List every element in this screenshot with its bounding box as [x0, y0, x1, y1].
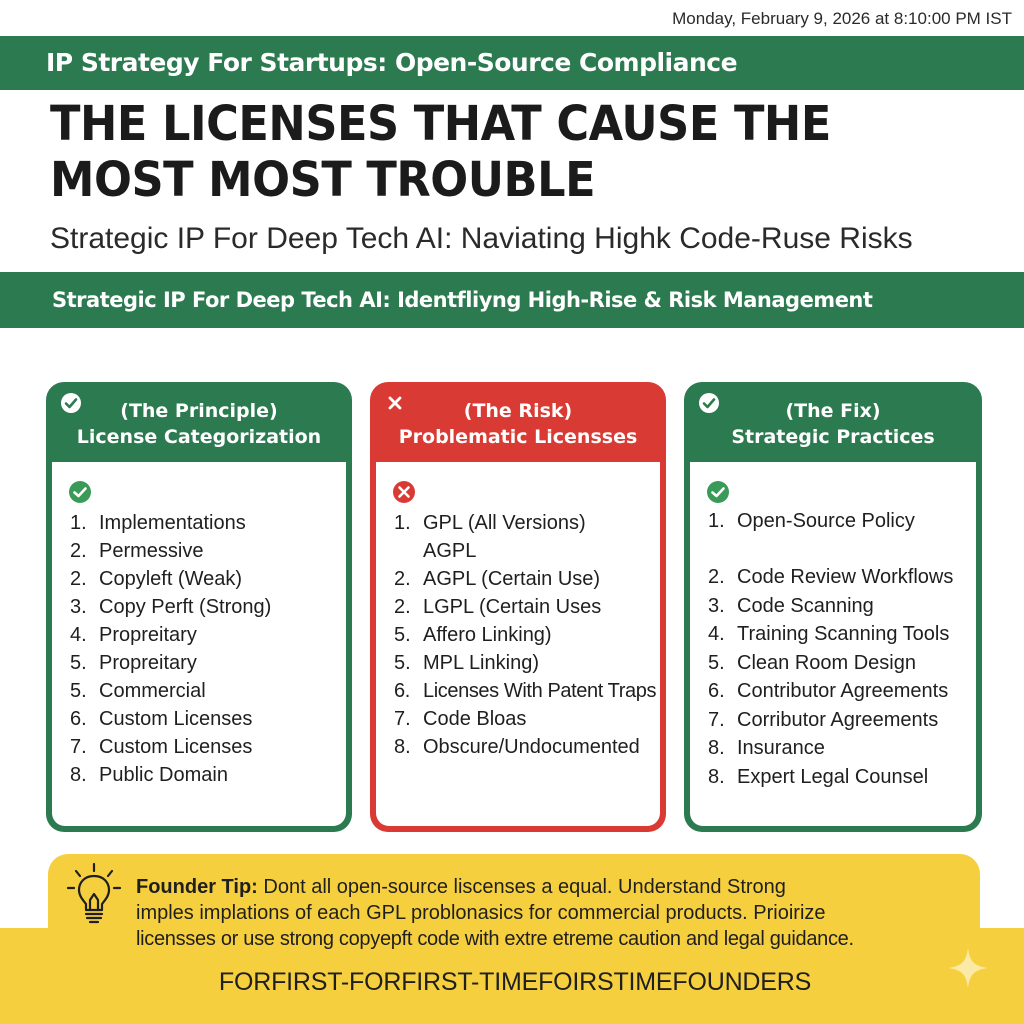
list-item: 6. Contributor Agreements [708, 680, 949, 702]
founder-tip-text: Founder Tip: Dont all open-source liscenses a equal. Understand Strong imples implations of each GPL problonasics for commercial products. Prioirize licensses or use strong copyepft code with extre etreme caution and legal guidance. [136, 876, 854, 950]
principle-card-body [52, 462, 346, 826]
founder-tip-label: Founder Tip: [136, 876, 258, 898]
subtitle: Strategic IP For Deep Tech AI: Naviating Highk Code-Ruse Risks [50, 222, 913, 255]
list-item: 8. Expert Legal Counsel [708, 766, 929, 788]
list-item: 1. Implementations [70, 512, 246, 534]
list-item: 2. LGPL (Certain Uses [394, 596, 602, 618]
list-item: 6. Custom Licenses [70, 708, 253, 730]
lightbulb-icon [64, 862, 124, 932]
list-item: 2. AGPL (Certain Use) [394, 568, 601, 590]
fix-card [684, 382, 982, 832]
list-item: 5. Commercial [70, 680, 206, 702]
headline [50, 96, 950, 208]
list-item: 5. MPL Linking) [394, 652, 539, 674]
fix-card-body [690, 462, 976, 826]
principle-card [46, 382, 352, 832]
check-circle-icon [706, 480, 730, 504]
list-item: 2. Permessive [70, 540, 204, 562]
risk-card-tag: (The Risk) [463, 400, 573, 422]
timestamp: Monday, February 9, 2026 at 8:10:00 PM IST [672, 9, 1012, 28]
section-banner: Strategic IP For Deep Tech AI: Identfliyng High-Rise & Risk Management [0, 272, 1024, 328]
list-item: 4. Propreitary [70, 624, 197, 646]
series-banner: IP Strategy For Startups: Open-Source Compliance [0, 36, 1024, 90]
fix-card-header [684, 382, 982, 462]
list-item: 3. Copy Perft (Strong) [70, 596, 272, 618]
list-item: AGPL [423, 540, 477, 562]
principle-card-tag: (The Principle) [120, 400, 278, 422]
fix-card-tag: (The Fix) [785, 400, 881, 422]
principle-card-title: License Categorization [76, 426, 322, 448]
fix-card-title: Strategic Practices [731, 426, 935, 448]
list-item: 8. Public Domain [70, 764, 228, 786]
footer-tagline: FORFIRST-FORFIRST-TIMEFOIRSTIMEFOUNDERS [218, 968, 812, 996]
list-item: 5. Propreitary [70, 652, 197, 674]
list-item: 1. Open-Source Policy [708, 510, 915, 532]
principle-card-header [46, 382, 352, 462]
list-item: 4. Training Scanning Tools [708, 623, 950, 645]
risk-card-title: Problematic Licensses [398, 426, 638, 448]
list-item: 7. Custom Licenses [70, 736, 253, 758]
headline-line-2: MOST MOST TROUBLE [50, 152, 596, 208]
list-item: 8. Obscure/Undocumented [394, 736, 640, 758]
risk-card-body [376, 462, 660, 826]
list-item: 6. Licenses With Patent Traps [394, 680, 657, 702]
list-item: 2. Code Review Workflows [708, 566, 954, 588]
list-item: 2. Copyleft (Weak) [70, 568, 243, 590]
risk-card [370, 382, 666, 832]
list-item: 8. Insurance [708, 737, 825, 759]
list-item: 3. Code Scanning [708, 595, 874, 617]
risk-card-header [370, 382, 666, 462]
list-item: 5. Clean Room Design [708, 652, 916, 674]
check-circle-icon [68, 480, 92, 504]
list-item: 7. Corributor Agreements [708, 709, 939, 731]
list-item: 7. Code Bloas [394, 708, 527, 730]
headline-line-1: THE LICENSES THAT CAUSE THE [50, 96, 831, 152]
list-item: 5. Affero Linking) [394, 624, 552, 646]
list-item: 1. GPL (All Versions) [394, 512, 586, 534]
x-circle-icon [392, 480, 416, 504]
sparkle-icon [944, 944, 992, 992]
